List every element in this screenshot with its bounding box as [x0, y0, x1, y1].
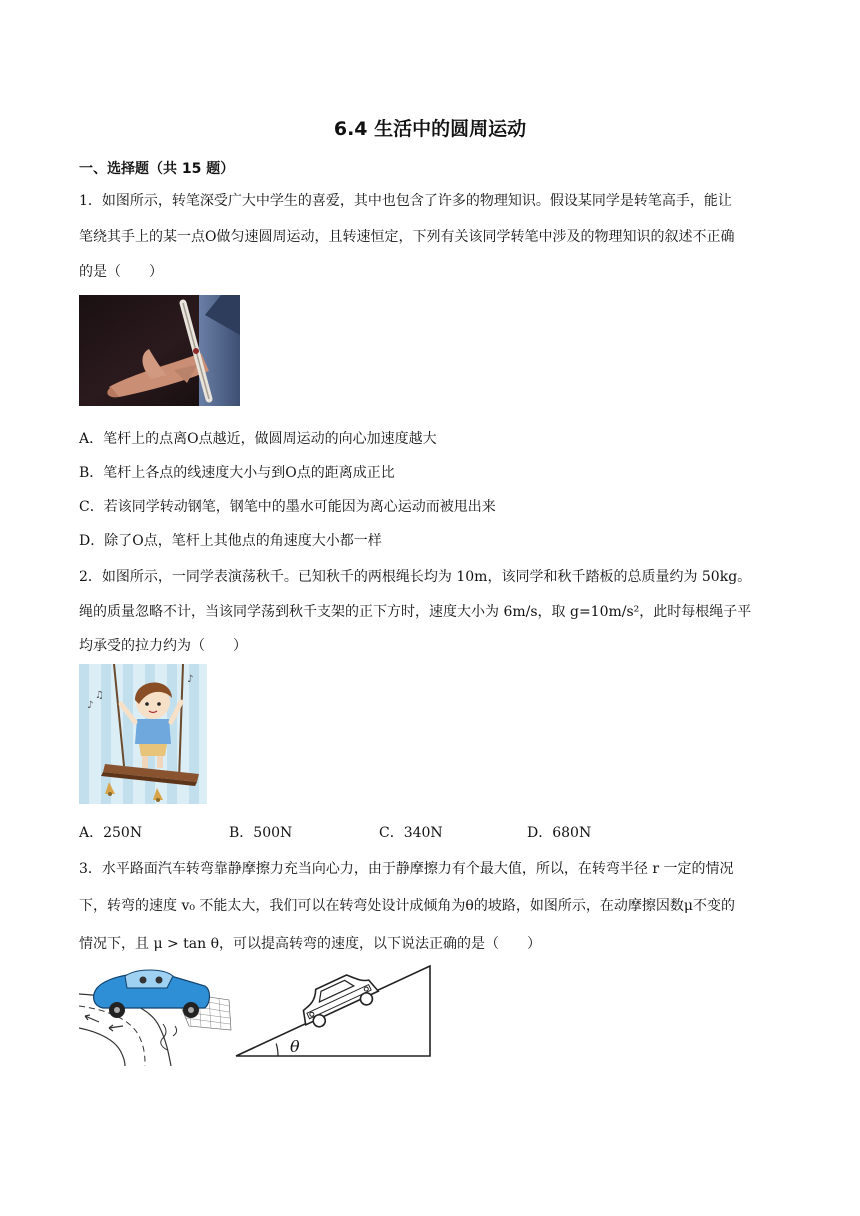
q2-option-b: B．500N: [229, 825, 293, 841]
q1-text-line-3: 的是（ ）: [79, 264, 163, 280]
q1-text-line-1: 1．如图所示，转笔深受广大中学生的喜爱，其中也包含了许多的物理知识。假设某同学是转笔高手，能让: [79, 193, 732, 209]
q2-text-line-1: 2．如图所示，一同学表演荡秋千。已知秋千的两根绳长均为 10m，该同学和秋千踏板的总质量约为 50kg。: [79, 569, 752, 585]
q2-text-line-2: 绳的质量忽略不计，当该同学荡到秋千支架的正下方时，速度大小为 6m/s，取 g=10m/s²，此时每根绳子平: [79, 604, 752, 620]
swing-cartoon: [79, 664, 207, 804]
q2-option-d: D．680N: [527, 825, 592, 841]
q2-option-c: C．340N: [379, 825, 443, 841]
page-title: 6.4 生活中的圆周运动: [333, 118, 527, 140]
q3-text-line-2: 下，转弯的速度 v₀ 不能太大，我们可以在转弯处设计成倾角为θ的坡路，如图所示，在动摩擦因数μ不变的: [79, 898, 735, 914]
q3-text-line-3: 情况下，且 μ > tan θ，可以提高转弯的速度，以下说法正确的是（ ）: [79, 936, 542, 952]
q2-option-a: A．250N: [79, 825, 143, 841]
theta-label: θ: [290, 1037, 300, 1056]
car-on-incline-diagram: [234, 962, 432, 1060]
svg-text:♫: ♫: [95, 690, 104, 701]
q3-text-line-1: 3．水平路面汽车转弯靠静摩擦力充当向心力，由于静摩擦力有个最大值，所以，在转弯半径 r 一定的情况: [79, 861, 734, 877]
section-heading: 一、选择题（共 15 题）: [79, 161, 235, 177]
q1-option-a: A．笔杆上的点离O点越近，做圆周运动的向心加速度越大: [79, 431, 437, 447]
car-turning-drawing: [79, 966, 233, 1066]
q1-text-line-2: 笔绕其手上的某一点O做匀速圆周运动，且转速恒定，下列有关该同学转笔中涉及的物理知识的叙述不正确: [79, 229, 735, 245]
svg-text:♪: ♪: [87, 700, 94, 711]
q1-option-d: D．除了O点，笔杆上其他点的角速度大小都一样: [79, 533, 382, 549]
q2-text-line-3: 均承受的拉力约为（ ）: [79, 638, 247, 654]
pen-spinning-photo: [79, 295, 240, 406]
svg-text:♪: ♪: [187, 674, 194, 685]
q1-option-c: C．若该同学转动钢笔，钢笔中的墨水可能因为离心运动而被甩出来: [79, 499, 496, 515]
q1-option-b: B．笔杆上各点的线速度大小与到O点的距离成正比: [79, 465, 395, 481]
